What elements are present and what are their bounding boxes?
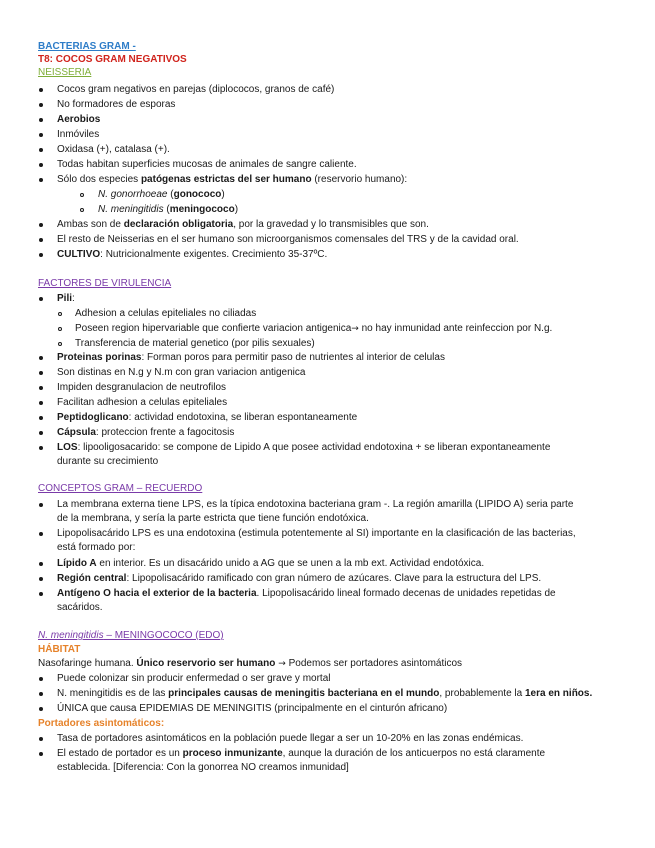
bullet-dot — [39, 577, 43, 581]
list-item-continuation: durante su crecimiento — [57, 456, 159, 467]
bullet-dot — [39, 416, 43, 420]
bullet-dot — [39, 178, 43, 182]
bullet-dot — [39, 223, 43, 227]
bold-text: CULTIVO — [57, 249, 101, 260]
bullet-dot — [39, 677, 43, 681]
list-item — [57, 248, 327, 261]
text-run: N. meningitidis es de las — [57, 688, 169, 699]
list-item — [57, 292, 75, 305]
arrow-right-icon: → — [275, 659, 289, 669]
bold-text: Región central — [57, 573, 127, 584]
list-item — [57, 411, 357, 424]
bold-text: Cápsula — [57, 427, 96, 438]
text-run: ( — [167, 189, 174, 200]
list-item: Impiden desgranulacion de neutrofilos — [57, 382, 226, 393]
arrow-right-icon: → — [351, 324, 359, 334]
bullet-dot — [39, 503, 43, 507]
bold-text: Lípido A — [57, 558, 97, 569]
text-run: no hay inmunidad ante reinfeccion por N.g. — [358, 323, 553, 334]
text-run: . Lipopolisacárido lineal formado decenas de unidades repetidas de — [256, 588, 556, 599]
text-run: : — [72, 293, 75, 304]
section-virulencia-heading: FACTORES DE VIRULENCIA — [38, 278, 172, 289]
bullet-dot — [39, 148, 43, 152]
list-item — [57, 441, 550, 454]
list-item — [57, 587, 556, 600]
bullet-dot — [39, 163, 43, 167]
bullet-dot — [39, 253, 43, 257]
bullet-dot — [39, 532, 43, 536]
list-item — [57, 351, 445, 364]
bullet-dot — [39, 297, 43, 301]
bold-text: gonococo — [173, 189, 222, 200]
list-item: Puede colonizar sin producir enfermedad o ser grave y mortal — [57, 673, 331, 684]
list-item — [57, 426, 234, 439]
text-run: : Lipopolisacárido ramificado con gran número de azúcares. Clave para la estructura del LPS. — [126, 573, 542, 584]
bold-text: Proteinas porinas — [57, 352, 142, 363]
bold-text: 1era en niños. — [525, 688, 593, 699]
portadores-heading: Portadores asintomáticos: — [38, 718, 165, 729]
bullet-dot — [39, 446, 43, 450]
bullet-dot — [39, 118, 43, 122]
text-run: , por la gravedad y lo transmisibles que son. — [233, 219, 429, 230]
list-item: Todas habitan superficies mucosas de animales de sangre caliente. — [57, 159, 357, 170]
doc-subtitle: T8: COCOS GRAM NEGATIVOS — [38, 54, 187, 65]
section-conceptos-heading: CONCEPTOS GRAM – RECUERDO — [38, 483, 203, 494]
bullet-dot — [39, 386, 43, 390]
list-item: Cocos gram negativos en parejas (diplococos, granos de café) — [57, 84, 335, 95]
text-run: Podemos ser portadores asintomáticos — [288, 658, 463, 669]
bullet-dot — [39, 592, 43, 596]
bullet-dot — [39, 238, 43, 242]
sub-bullet-circle — [58, 312, 62, 316]
list-item: Lipopolisacárido LPS es una endotoxina (estimula potentemente al SI) importante en la clasificación de las bacterias, — [57, 528, 576, 539]
bold-text: LOS — [57, 442, 78, 453]
sub-list-item: Adhesion a celulas epiteliales no ciliadas — [75, 308, 257, 319]
list-item — [57, 572, 541, 585]
bold-text: Peptidoglicano — [57, 412, 129, 423]
list-item — [57, 557, 484, 570]
section-neisseria-heading: NEISSERIA — [38, 67, 92, 78]
list-item-continuation: establecida. [Diferencia: Con la gonorrea NO creamos inmunidad] — [57, 762, 349, 773]
list-item — [57, 747, 545, 760]
text-run: : actividad endotoxina, se liberan espontaneamente — [128, 412, 358, 423]
species-name: N. meningitidis — [98, 204, 164, 215]
list-item-continuation: sacáridos. — [57, 602, 103, 613]
sub-list-item — [98, 203, 238, 216]
text-run: El estado de portador es un — [57, 748, 183, 759]
list-item: La membrana externa tiene LPS, es la típica endotoxina bacteriana gram -. La región amarilla (LIPIDO A) seria parte — [57, 499, 574, 510]
text-run: : Nutricionalmente exigentes. Crecimiento 35-37ºC. — [100, 249, 328, 260]
list-item: ÚNICA que causa EPIDEMIAS DE MENINGITIS (principalmente en el cinturón africano) — [57, 703, 448, 714]
bold-text: Antígeno O hacia el exterior de la bacteria — [57, 588, 257, 599]
bold-text: declaración obligatoria — [123, 219, 234, 230]
text-run: ) — [234, 204, 239, 215]
text-run: : proteccion frente a fagocitosis — [95, 427, 235, 438]
sub-bullet-circle — [58, 342, 62, 346]
text-run: , aunque la duración de los anticuerpos no está claramente — [282, 748, 546, 759]
habitat-heading: HÁBITAT — [38, 644, 81, 655]
text-run: Ambas son de — [57, 219, 124, 230]
bullet-dot — [39, 562, 43, 566]
bullet-dot — [39, 752, 43, 756]
sub-bullet-circle — [80, 193, 84, 197]
species-name: N. gonorrhoeae — [98, 189, 168, 200]
text-run: en interior. Es un disacárido unido a AG que se unen a la mb ext. Actividad endotóxica. — [96, 558, 485, 569]
list-item: Inmóviles — [57, 129, 100, 140]
bullet-dot — [39, 401, 43, 405]
list-item — [57, 687, 592, 700]
bullet-dot — [39, 692, 43, 696]
list-item: Aerobios — [57, 114, 101, 125]
text-run: – MENINGOCOCO (EDO) — [103, 630, 224, 641]
bullet-dot — [39, 707, 43, 711]
bullet-dot — [39, 133, 43, 137]
list-item — [57, 173, 407, 186]
list-item-continuation: está formado por: — [57, 542, 136, 553]
bullet-dot — [39, 371, 43, 375]
bold-text: patógenas estrictas del ser humano — [140, 174, 312, 185]
sub-list-item: Transferencia de material genetico (por pilis sexuales) — [75, 338, 315, 349]
sub-list-item — [98, 188, 225, 201]
species-name: N. meningitidis — [38, 630, 104, 641]
text-run: ( — [163, 204, 170, 215]
bold-text: Único reservorio ser humano — [136, 658, 276, 669]
bullet-dot — [39, 356, 43, 360]
text-run: : lipooligosacarido: se compone de Lipido A que posee actividad endotoxina + se liberan expontaneamente — [77, 442, 551, 453]
text-run: : Forman poros para permitir paso de nutrientes al interior de celulas — [141, 352, 445, 363]
list-item: El resto de Neisserias en el ser humano son microorganismos comensales del TRS y de la cavidad oral. — [57, 234, 519, 245]
list-item: No formadores de esporas — [57, 99, 176, 110]
bullet-dot — [39, 737, 43, 741]
sub-bullet-circle — [58, 327, 62, 331]
paragraph — [38, 657, 462, 671]
list-item: Son distinas en N.g y N.m con gran variacion antigenica — [57, 367, 306, 378]
text-run: Poseen region hipervariable que confierte variacion antigenica — [75, 323, 352, 334]
list-item — [57, 218, 429, 231]
text-run: (reservorio humano): — [311, 174, 408, 185]
text-run: ) — [221, 189, 225, 200]
list-item-continuation: de la membrana, y sería la parte estricta que tiene función endotóxica. — [57, 513, 369, 524]
list-item: Facilitan adhesion a celulas epiteliales — [57, 397, 228, 408]
text-run: Sólo dos especies — [57, 174, 141, 185]
sub-list-item — [75, 322, 552, 336]
bullet-dot — [39, 103, 43, 107]
sub-bullet-circle — [80, 208, 84, 212]
list-item: Tasa de portadores asintomáticos en la población puede llegar a ser un 10-20% en las zonas endémicas. — [57, 733, 524, 744]
list-item: Oxidasa (+), catalasa (+). — [57, 144, 170, 155]
bold-text: meningococo — [169, 204, 235, 215]
text-run: Nasofaringe humana. — [38, 658, 137, 669]
bold-text: principales causas de meningitis bacteriana en el mundo — [168, 688, 440, 699]
bullet-dot — [39, 431, 43, 435]
bullet-dot — [39, 88, 43, 92]
bold-text: proceso inmunizante — [182, 748, 283, 759]
bold-text: Pili — [57, 293, 73, 304]
text-run: , probablemente la — [439, 688, 525, 699]
doc-title: BACTERIAS GRAM - — [38, 41, 136, 52]
section-meningococo-heading — [38, 629, 224, 642]
